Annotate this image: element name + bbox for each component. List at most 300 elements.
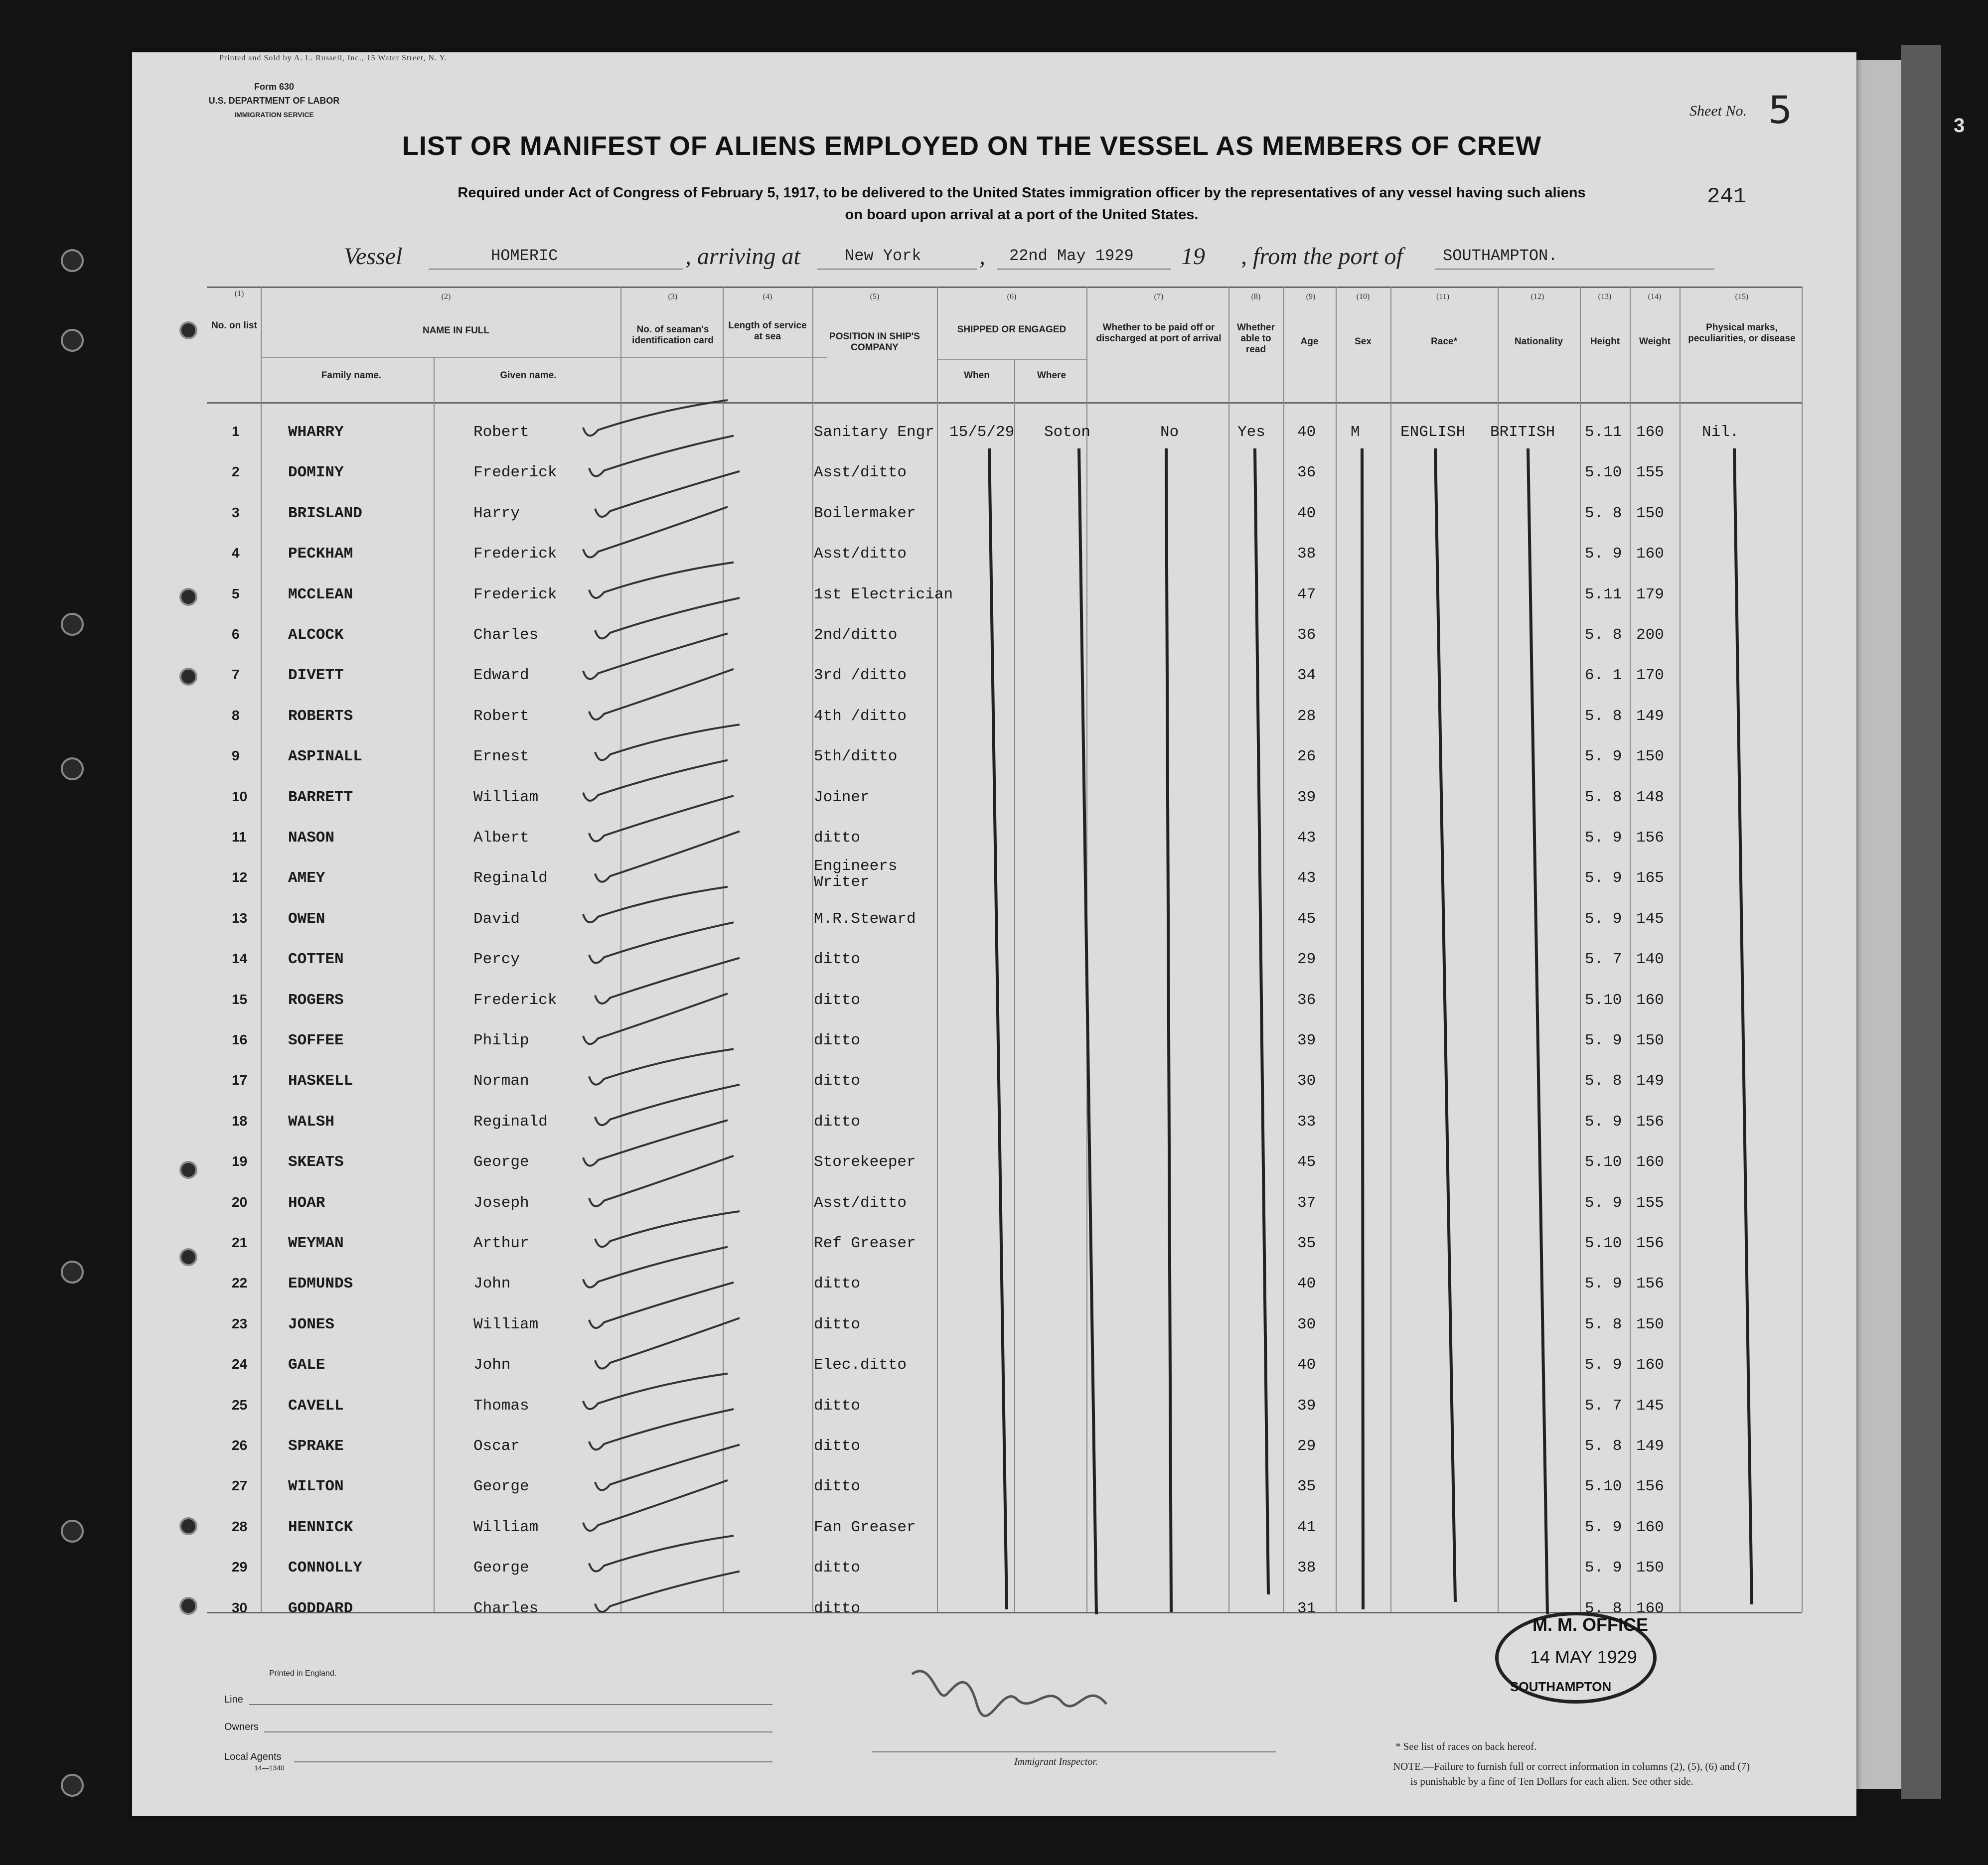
- cell-age: 36: [1297, 991, 1316, 1009]
- cell-position: ditto: [814, 1113, 861, 1131]
- cell-height: 5. 9: [1585, 910, 1622, 928]
- ditto-line-read: [1255, 448, 1268, 1594]
- cell-position: Joiner: [814, 788, 870, 806]
- col-10-number: (10): [1356, 292, 1370, 301]
- cell-given: George: [473, 1153, 529, 1171]
- col-14-number: (14): [1648, 292, 1662, 301]
- cell-height: 5. 9: [1585, 1032, 1622, 1049]
- subtitle-line-1: Required under Act of Congress of February 5, 1917, to be delivered to the United States immigration officer by the representatives of any vessel having such aliens: [458, 185, 1586, 201]
- cell-weight: 160: [1636, 1518, 1664, 1536]
- cell-given: Oscar: [473, 1437, 520, 1455]
- cell-height: 5.11: [1585, 585, 1622, 603]
- ditto-line-where: [1079, 448, 1096, 1614]
- cell-position: ditto: [814, 1032, 861, 1049]
- fine-note-2: is punishable by a fine of Ten Dollars for each alien. See other side.: [1410, 1775, 1693, 1787]
- cell-given: Robert: [473, 424, 529, 441]
- cell-age: 40: [1297, 1275, 1316, 1293]
- tick-mark: [595, 724, 740, 760]
- inspector-signature: [912, 1671, 1106, 1716]
- cell-position: ditto: [814, 829, 861, 847]
- cell-weight: 160: [1636, 1599, 1664, 1617]
- col-4-header: Length of service at sea: [728, 320, 807, 342]
- cell-family: HENNICK: [288, 1518, 353, 1536]
- cell-no: 26: [232, 1437, 248, 1453]
- cell-age: 33: [1297, 1113, 1316, 1131]
- tick-mark: [583, 1120, 728, 1165]
- tick-mark: [589, 1049, 734, 1084]
- cell-given: John: [473, 1356, 511, 1374]
- cell-family: GODDARD: [288, 1599, 353, 1617]
- tick-mark: [595, 598, 740, 638]
- cell-age: 45: [1297, 1153, 1316, 1171]
- cell-height: 5.10: [1585, 464, 1622, 482]
- cell-no: 24: [232, 1356, 248, 1372]
- cell-no: 2: [232, 464, 240, 480]
- cell-age: 39: [1297, 1397, 1316, 1415]
- cell-weight: 160: [1636, 1356, 1664, 1374]
- cell-family: CAVELL: [288, 1397, 344, 1415]
- cell-family: DIVETT: [288, 667, 344, 685]
- cell-weight: 160: [1636, 424, 1664, 441]
- cell-height: 5. 9: [1585, 829, 1622, 847]
- cell-family: SOFFEE: [288, 1032, 344, 1049]
- cell-given: Norman: [473, 1072, 529, 1090]
- cell-height: 5.10: [1585, 1478, 1622, 1496]
- sheet-number: 5: [1768, 88, 1793, 132]
- cell-age: 45: [1297, 910, 1316, 928]
- cell-family: HOAR: [288, 1194, 325, 1212]
- cell-family: SKEATS: [288, 1153, 344, 1171]
- cell-age: 39: [1297, 788, 1316, 806]
- cell-given: Frederick: [473, 464, 557, 482]
- col-6b-header: Where: [1037, 370, 1067, 381]
- cell-given: Robert: [473, 707, 529, 725]
- ditto-lines: [989, 448, 1752, 1614]
- cell-position: ditto: [814, 1315, 861, 1333]
- col-7-number: (7): [1154, 292, 1164, 301]
- cell-no: 1: [232, 424, 240, 439]
- tick-mark: [589, 435, 734, 476]
- cell-height: 5. 9: [1585, 869, 1622, 887]
- tick-mark: [583, 507, 728, 557]
- col-10-header: Sex: [1355, 336, 1372, 347]
- cell-height: 5.10: [1585, 991, 1622, 1009]
- cell-height: 5. 9: [1585, 748, 1622, 766]
- cell-height: 5. 8: [1585, 504, 1622, 522]
- cell-weight: 156: [1636, 1275, 1664, 1293]
- cell-no: 20: [232, 1194, 248, 1210]
- ditto-line-when: [989, 448, 1007, 1609]
- cell-height: 5.10: [1585, 1153, 1622, 1171]
- arriving-port: New York: [845, 247, 921, 265]
- cell-height: 5. 9: [1585, 1275, 1622, 1293]
- tick-mark: [583, 400, 728, 435]
- races-note: * See list of races on back hereof.: [1395, 1740, 1537, 1752]
- cell-age: 40: [1297, 424, 1316, 441]
- col-6a-header: When: [964, 370, 990, 381]
- cell-height: 5. 8: [1585, 788, 1622, 806]
- cell-position: 5th/ditto: [814, 748, 898, 766]
- cell-position: Sanitary Engr: [814, 424, 934, 441]
- cell-no: 22: [232, 1275, 248, 1291]
- tick-mark: [595, 1211, 740, 1247]
- tick-mark: [583, 994, 728, 1044]
- cell-no: 28: [232, 1518, 248, 1534]
- cell-given: Charles: [473, 1599, 539, 1617]
- cell-given: Reginald: [473, 1113, 548, 1131]
- col-8-label: Whether able to read: [1237, 322, 1275, 355]
- cell-where: Soton: [1044, 424, 1091, 441]
- cell-weight: 155: [1636, 1194, 1664, 1212]
- cell-no: 19: [232, 1153, 248, 1169]
- col-13-header: Height: [1590, 336, 1620, 347]
- service: IMMIGRATION SERVICE: [234, 111, 314, 119]
- cell-family: EDMUNDS: [288, 1275, 353, 1293]
- tick-mark: [589, 796, 734, 841]
- cell-height: 5. 7: [1585, 951, 1622, 969]
- tick-mark: [583, 1480, 728, 1531]
- tick-mark: [583, 760, 728, 801]
- cell-height: 5. 7: [1585, 1397, 1622, 1415]
- stamp-bottom-text: SOUTHAMPTON: [1510, 1679, 1612, 1694]
- cell-weight: 145: [1636, 910, 1664, 928]
- col-15-header: Physical marks, peculiarities, or disease: [1688, 322, 1796, 344]
- cell-height: 5. 9: [1585, 1518, 1622, 1536]
- cell-no: 12: [232, 869, 248, 885]
- cell-no: 17: [232, 1072, 248, 1088]
- cell-weight: 150: [1636, 748, 1664, 766]
- cell-weight: 179: [1636, 585, 1664, 603]
- reference-number: 241: [1707, 184, 1747, 209]
- cell-weight: 150: [1636, 504, 1664, 522]
- ditto-line-paid: [1166, 448, 1171, 1612]
- cell-family: HASKELL: [288, 1072, 353, 1090]
- cell-position: 2nd/ditto: [814, 626, 898, 644]
- cell-given: George: [473, 1478, 529, 1496]
- cell-age: 47: [1297, 585, 1316, 603]
- printed-in: Printed in England.: [269, 1669, 337, 1678]
- stamp-date: 14 MAY 1929: [1530, 1647, 1637, 1667]
- col-1-number: (1): [234, 289, 244, 298]
- tick-mark: [595, 1318, 740, 1368]
- cell-given: George: [473, 1559, 529, 1577]
- cell-given: Thomas: [473, 1397, 529, 1415]
- cell-height: 5. 9: [1585, 1356, 1622, 1374]
- cell-family: ASPINALL: [288, 748, 362, 766]
- cell-family: AMEY: [288, 869, 325, 887]
- cell-age: 39: [1297, 1032, 1316, 1049]
- cell-age: 31: [1297, 1599, 1316, 1617]
- cell-age: 43: [1297, 869, 1316, 887]
- cell-age: 35: [1297, 1478, 1316, 1496]
- cell-position: ditto: [814, 1559, 861, 1577]
- tick-mark: [583, 1374, 728, 1409]
- cell-position: ditto: [814, 1478, 861, 1496]
- cell-no: 7: [232, 667, 240, 683]
- cell-position: Asst/ditto: [814, 1194, 907, 1212]
- cell-age: 38: [1297, 1559, 1316, 1577]
- cell-family: NASON: [288, 829, 335, 847]
- cell-when: 15/5/29: [949, 424, 1015, 441]
- cell-position: ditto: [814, 1275, 861, 1293]
- cell-age: 36: [1297, 464, 1316, 482]
- cell-family: BARRETT: [288, 788, 353, 806]
- cell-weight: 156: [1636, 1235, 1664, 1252]
- cell-family: BRISLAND: [288, 504, 362, 522]
- cell-height: 5. 9: [1585, 1113, 1622, 1131]
- cell-given: Edward: [473, 667, 529, 685]
- cell-weight: 155: [1636, 464, 1664, 482]
- col-1-header: No. on list: [211, 320, 257, 331]
- cell-position: Engineers Writer: [814, 858, 898, 891]
- cell-family: PECKHAM: [288, 545, 353, 563]
- arriving-label: , arriving at: [685, 243, 800, 270]
- cell-weight: 150: [1636, 1032, 1664, 1049]
- cell-height: 5. 8: [1585, 1599, 1622, 1617]
- cell-family: GALE: [288, 1356, 325, 1374]
- cell-family: OWEN: [288, 910, 325, 928]
- cell-family: JONES: [288, 1315, 335, 1333]
- stamp-top-text: M. M. OFFICE: [1532, 1614, 1648, 1635]
- owners-field: [264, 1731, 772, 1732]
- cell-no: 21: [232, 1235, 248, 1250]
- form-code: 14—1340: [254, 1764, 285, 1772]
- cell-given: Reginald: [473, 869, 548, 887]
- cell-no: 6: [232, 626, 240, 642]
- cell-age: 28: [1297, 707, 1316, 725]
- cell-given: Charles: [473, 626, 539, 644]
- cell-height: 5. 9: [1585, 545, 1622, 563]
- cell-height: 5. 8: [1585, 1072, 1622, 1090]
- col-11-number: (11): [1436, 292, 1450, 301]
- cell-position: ditto: [814, 1437, 861, 1455]
- cell-no: 18: [232, 1113, 248, 1129]
- col-9-number: (9): [1306, 292, 1316, 301]
- cell-weight: 150: [1636, 1559, 1664, 1577]
- cell-position: Fan Greaser: [814, 1518, 916, 1536]
- cell-height: 5. 8: [1585, 626, 1622, 644]
- sheet-label: Sheet No.: [1689, 103, 1747, 119]
- cell-age: 34: [1297, 667, 1316, 685]
- col-8-number: (8): [1251, 292, 1261, 301]
- cell-weight: 145: [1636, 1397, 1664, 1415]
- cell-no: 8: [232, 707, 240, 723]
- cell-position: 3rd /ditto: [814, 667, 907, 685]
- cell-age: 26: [1297, 748, 1316, 766]
- cell-position: 1st Electrician: [814, 585, 953, 603]
- cell-given: Arthur: [473, 1235, 529, 1252]
- inspector-field: [872, 1751, 1276, 1752]
- cell-no: 13: [232, 910, 248, 926]
- cell-no: 30: [232, 1599, 248, 1615]
- cell-no: 14: [232, 951, 248, 967]
- cell-given: Harry: [473, 504, 520, 522]
- cell-nationality: BRITISH: [1490, 424, 1555, 441]
- department: U.S. DEPARTMENT OF LABOR: [208, 96, 340, 106]
- from-label: , from the port of: [1241, 243, 1403, 270]
- cell-no: 23: [232, 1315, 248, 1331]
- col-6-header: SHIPPED OR ENGAGED: [957, 324, 1067, 335]
- cell-weight: 160: [1636, 1153, 1664, 1171]
- cell-position: Asst/ditto: [814, 464, 907, 482]
- col-11-header: Race*: [1431, 336, 1457, 347]
- cell-family: MCCLEAN: [288, 585, 353, 603]
- col-3-header: No. of seaman's identification card: [632, 324, 714, 346]
- cell-family: ROBERTS: [288, 707, 353, 725]
- tick-mark: [589, 1156, 734, 1206]
- cell-given: Philip: [473, 1032, 529, 1049]
- cell-height: 5. 9: [1585, 1194, 1622, 1212]
- cell-no: 10: [232, 788, 248, 804]
- cell-weight: 156: [1636, 1113, 1664, 1131]
- side-number: 3: [1954, 115, 1965, 137]
- line-field: [249, 1704, 772, 1705]
- cell-given: Frederick: [473, 545, 557, 563]
- col-2-header: NAME IN FULL: [422, 325, 490, 336]
- cell-position: 4th /ditto: [814, 707, 907, 725]
- agents-label: Local Agents: [224, 1751, 282, 1762]
- cell-height: 5. 8: [1585, 1315, 1622, 1333]
- tick-mark: [589, 1283, 734, 1328]
- cell-paid-off: No: [1160, 424, 1179, 441]
- cell-given: William: [473, 1315, 539, 1333]
- cell-given: Percy: [473, 951, 520, 969]
- tick-mark: [589, 563, 734, 598]
- cell-given: Joseph: [473, 1194, 529, 1212]
- cell-age: 30: [1297, 1315, 1316, 1333]
- printer-line: Printed and Sold by A. L. Russell, Inc., 15 Water Street, N. Y.: [219, 54, 447, 62]
- cell-given: William: [473, 788, 539, 806]
- cell-position: ditto: [814, 991, 861, 1009]
- cell-no: 4: [232, 545, 240, 561]
- cell-weight: 148: [1636, 788, 1664, 806]
- cell-no: 16: [232, 1032, 248, 1047]
- cell-weight: 170: [1636, 667, 1664, 685]
- col-14-header: Weight: [1639, 336, 1671, 347]
- vessel-label: Vessel: [344, 243, 403, 270]
- cell-height: 6. 1: [1585, 667, 1622, 685]
- tick-mark: [595, 1572, 740, 1612]
- cell-age: 36: [1297, 626, 1316, 644]
- cell-no: 25: [232, 1397, 248, 1413]
- col-15-number: (15): [1735, 292, 1749, 301]
- cell-no: 5: [232, 585, 240, 601]
- cell-given: David: [473, 910, 520, 928]
- cell-weight: 160: [1636, 545, 1664, 563]
- col-4-number: (4): [763, 292, 772, 301]
- tick-mark: [589, 1409, 734, 1449]
- cell-given: Albert: [473, 829, 529, 847]
- cell-weight: 156: [1636, 829, 1664, 847]
- agents-field: [294, 1761, 772, 1762]
- cell-position: Boilermaker: [814, 504, 916, 522]
- cell-weight: 160: [1636, 991, 1664, 1009]
- col-5-number: (5): [870, 292, 880, 301]
- cell-family: SPRAKE: [288, 1437, 344, 1455]
- cell-family: CONNOLLY: [288, 1559, 362, 1577]
- cell-age: 29: [1297, 951, 1316, 969]
- cell-weight: 140: [1636, 951, 1664, 969]
- cell-age: 30: [1297, 1072, 1316, 1090]
- tick-mark: [589, 922, 734, 963]
- cell-height: 5.11: [1585, 424, 1622, 441]
- subtitle-line-2: on board upon arrival at a port of the United States.: [845, 207, 1199, 223]
- col-2b-header: Given name.: [500, 370, 557, 381]
- cell-height: 5. 8: [1585, 1437, 1622, 1455]
- cell-family: WHARRY: [288, 424, 344, 441]
- cell-age: 43: [1297, 829, 1316, 847]
- ditto-line-nationality: [1528, 448, 1547, 1614]
- comma: ,: [979, 243, 985, 270]
- col-2a-header: Family name.: [321, 370, 382, 381]
- cell-age: 38: [1297, 545, 1316, 563]
- col-13-number: (13): [1598, 292, 1612, 301]
- ditto-line-race: [1435, 448, 1455, 1602]
- ditto-line-marks: [1734, 448, 1752, 1604]
- col-5-header: POSITION IN SHIP'S COMPANY: [829, 331, 920, 353]
- cell-race: ENGLISH: [1400, 424, 1466, 441]
- cell-family: WALSH: [288, 1113, 335, 1131]
- cell-position: Elec.ditto: [814, 1356, 907, 1374]
- cell-weight: 149: [1636, 1072, 1664, 1090]
- ditto-line-sex: [1362, 448, 1363, 1609]
- cell-position: ditto: [814, 1072, 861, 1090]
- col-2-number: (2): [441, 292, 451, 301]
- cell-weight: 165: [1636, 869, 1664, 887]
- cell-given: Ernest: [473, 748, 529, 766]
- cell-age: 40: [1297, 504, 1316, 522]
- cell-position: ditto: [814, 951, 861, 969]
- cell-no: 3: [232, 504, 240, 520]
- cell-no: 27: [232, 1478, 248, 1494]
- cell-position: ditto: [814, 1397, 861, 1415]
- from-port: SOUTHAMPTON.: [1443, 247, 1558, 265]
- cell-age: 35: [1297, 1235, 1316, 1252]
- year-label: 19: [1181, 243, 1205, 270]
- line-label: Line: [224, 1694, 243, 1705]
- cell-age: 29: [1297, 1437, 1316, 1455]
- vessel-name: HOMERIC: [491, 247, 558, 265]
- cell-position: Ref Greaser: [814, 1235, 916, 1252]
- cell-weight: 150: [1636, 1315, 1664, 1333]
- owners-label: Owners: [224, 1722, 259, 1732]
- col-9-header: Age: [1300, 336, 1319, 347]
- cell-weight: 149: [1636, 1437, 1664, 1455]
- inspector-label: Immigrant Inspector.: [1014, 1756, 1098, 1767]
- cell-given: William: [473, 1518, 539, 1536]
- cell-marks: Nil.: [1702, 424, 1739, 441]
- cell-family: WEYMAN: [288, 1235, 344, 1252]
- cell-height: 5. 9: [1585, 1559, 1622, 1577]
- cell-age: 40: [1297, 1356, 1316, 1374]
- page-title: LIST OR MANIFEST OF ALIENS EMPLOYED ON THE VESSEL AS MEMBERS OF CREW: [402, 131, 1542, 161]
- cell-family: ALCOCK: [288, 626, 344, 644]
- cell-weight: 156: [1636, 1478, 1664, 1496]
- cell-no: 29: [232, 1559, 248, 1575]
- tick-mark: [595, 1085, 740, 1125]
- cell-age: 37: [1297, 1194, 1316, 1212]
- cell-position: Asst/ditto: [814, 545, 907, 563]
- cell-position: M.R.Steward: [814, 910, 916, 928]
- cell-family: ROGERS: [288, 991, 344, 1009]
- cell-position: ditto: [814, 1599, 861, 1617]
- cell-height: 5. 8: [1585, 707, 1622, 725]
- cell-age: 41: [1297, 1518, 1316, 1536]
- cell-weight: 149: [1636, 707, 1664, 725]
- cell-sex: M: [1351, 424, 1360, 441]
- cell-family: DOMINY: [288, 464, 344, 482]
- fine-note-1: NOTE.—Failure to furnish full or correct information in columns (2), (5), (6) and (7): [1393, 1760, 1750, 1772]
